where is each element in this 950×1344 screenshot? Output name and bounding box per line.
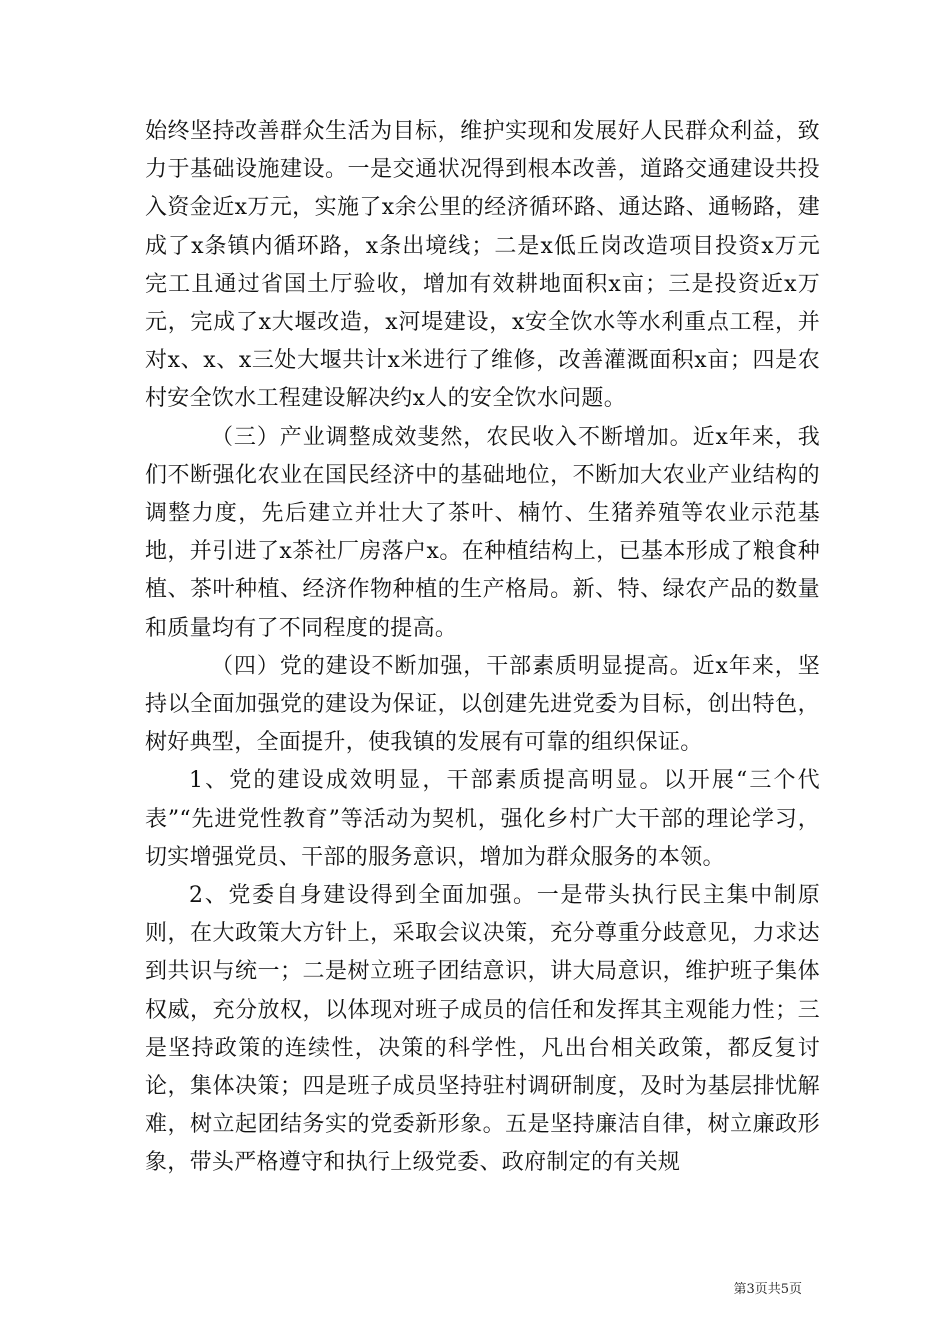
paragraph-committee-building: 2、党委自身建设得到全面加强。一是带头执行民主集中制原则，在大政策大方针上，采取会议决策，充分尊重分歧意见，力求达到共识与统一；二是树立班子团结意识，讲大局意识，维护班子集体权威，充分放权，以体现对班子成员的信任和发挥其主观能力性；三是坚持政策的连续性，决策的科学性，凡出台相关政策，都反复讨论，集体决策；四是班子成员坚持驻村调研制度，及时为基层排忧解难，树立起团结务实的党委新形象。五是坚持廉洁自律，树立廉政形象，带头严格遵守和执行上级党委、政府制定的有关规 <box>145 883 820 1176</box>
paragraph-party-results: 1、党的建设成效明显，干部素质提高明显。以开展“三个代表”“先进党性教育”等活动为契机，强化乡村广大干部的理论学习，切实增强党员、干部的服务意识，增加为群众服务的本领。 <box>145 768 820 870</box>
paragraph-party-building: （四）党的建设不断加强，干部素质明显提高。近x年来，坚持以全面加强党的建设为保证，以创建先进党委为目标，创出特色，树好典型，全面提升，使我镇的发展有可靠的组织保证。 <box>145 653 820 756</box>
paragraph-industry-adjustment: （三）产业调整成效斐然，农民收入不断增加。近x年来，我们不断强化农业在国民经济中的基础地位，不断加大农业产业结构的调整力度，先后建立并壮大了茶叶、楠竹、生猪养殖等农业示范基地，并引进了x茶社厂房落户x。在种植结构上，已基本形成了粮食种植、茶叶种植、经济作物种植的生产格局。新、特、绿农产品的数量和质量均有了不同程度的提高。 <box>145 424 820 641</box>
document-body <box>145 113 820 1183</box>
paragraph-infrastructure: 始终坚持改善群众生活为目标，维护实现和发展好人民群众利益，致力于基础设施建设。一是交通状况得到根本改善，道路交通建设共投入资金近x万元，实施了x余公里的经济循环路、通达路、通畅路，建成了x条镇内循环路，x条出境线；二是x低丘岗改造项目投资x万元完工且通过省国土厅验收，增加有效耕地面积x亩；三是投资近x万元，完成了x大堰改造，x河堤建设，x安全饮水等水利重点工程，并对x、x、x三处大堰共计x米进行了维修，改善灌溉面积x亩；四是农村安全饮水工程建设解决约x人的安全饮水问题。 <box>145 119 820 412</box>
page-number: 第3页共5页 <box>733 1282 802 1297</box>
